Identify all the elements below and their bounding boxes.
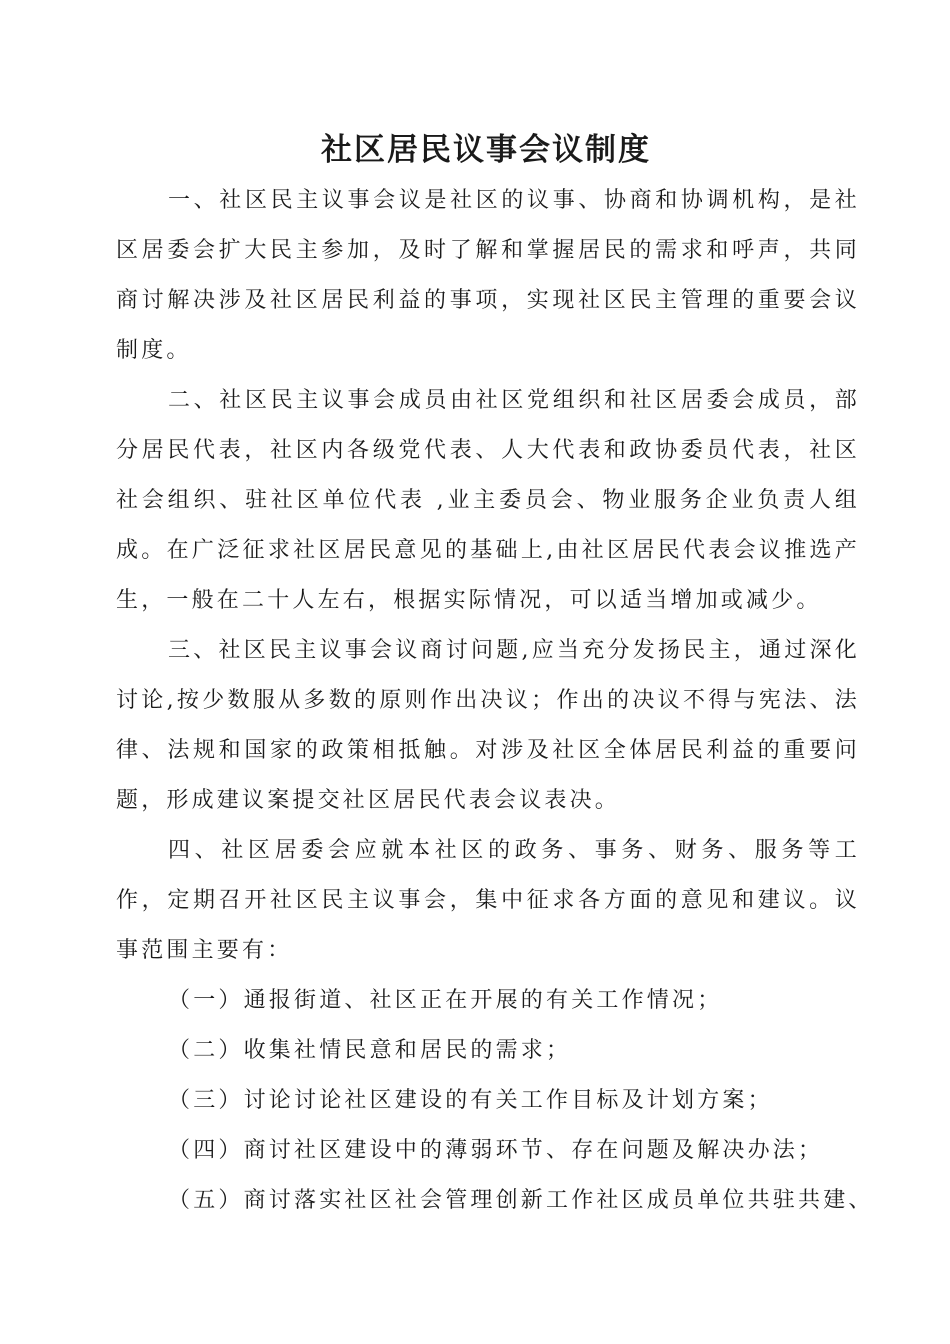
document-title: 社区居民议事会议制度 (321, 132, 651, 168)
paragraph-4: 四、社区居委会应就本社区的政务、事务、财务、服务等工作，定期召开社区民主议事会，集中征求各方面的意见和建议。议事范围主要有： (116, 838, 860, 963)
list-item-5: （五）商讨落实社区社会管理创新工作社区成员单位共驻共建、 (168, 1188, 874, 1213)
paragraph-1: 一、社区民主议事会议是社区的议事、协商和协调机构，是社区居委会扩大民主参加，及时了解和掌握居民的需求和呼声，共同商讨解决涉及社区居民利益的事项，实现社区民主管理的重要会议制度。 (116, 188, 860, 363)
list-item-2: （二）收集社情民意和居民的需求； (168, 1038, 572, 1063)
document-body (116, 176, 874, 1226)
list-item-4: （四）商讨社区建设中的薄弱环节、存在问题及解决办法； (168, 1138, 824, 1163)
list-item-1: （一）通报街道、社区正在开展的有关工作情况； (168, 988, 723, 1013)
paragraph-2: 二、社区民主议事会成员由社区党组织和社区居委会成员，部分居民代表，社区内各级党代表、人大代表和政协委员代表，社区社会组织、驻社区单位代表 ,业主委员会、物业服务企业负责人组成。在广泛征求社区居民意见的基础上,由社区居民代表会议推选产生，一般在二十人左右，根据实际情况，可以适当增加或减少。 (116, 388, 860, 613)
list-item-3: （三）讨论讨论社区建设的有关工作目标及计划方案； (168, 1088, 773, 1113)
paragraph-3: 三、社区民主议事会议商讨问题,应当充分发扬民主，通过深化讨论,按少数服从多数的原则作出决议；作出的决议不得与宪法、法律、法规和国家的政策相抵触。对涉及社区全体居民利益的重要问题，形成建议案提交社区居民代表会议表决。 (116, 638, 860, 813)
